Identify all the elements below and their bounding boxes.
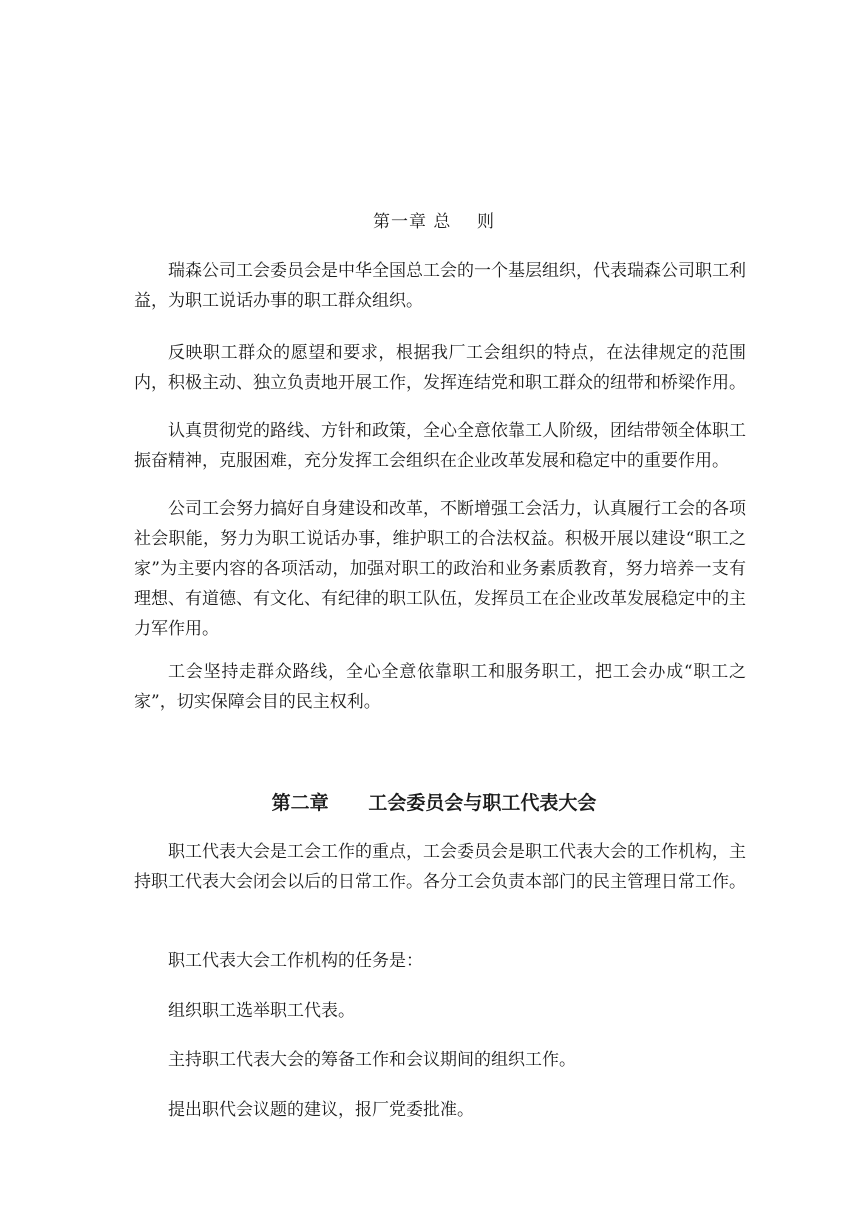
chapter-2-item-4: 提出职代会议题的建议，报厂党委批准。 xyxy=(168,1100,474,1120)
chapter-2-item-3: 主持职工代表大会的筹备工作和会议期间的组织工作。 xyxy=(168,1050,576,1070)
chapter-1-paragraph-5: 工会坚持走群众路线，全心全意依靠职工和服务职工，把工会办成“职工之家”，切实保障会目的民主权利。 xyxy=(134,662,746,712)
chapter-1-paragraph-2: 反映职工群众的愿望和要求，根据我厂工会组织的特点，在法律规定的范围内，积极主动、独立负责地开展工作，发挥连结党和职工群众的纽带和桥梁作用。 xyxy=(134,343,746,393)
chapter-1-paragraph-4: 公司工会努力搞好自身建设和改革，不断增强工会活力，认真履行工会的各项社会职能，努力为职工说话办事，维护职工的合法权益。积极开展以建设“职工之家”为主要内容的各项活动，加强对职工的政治和业务素质教育，努力培养一支有理想、有道德、有文化、有纪律的职工队伍，发挥员工在企业改革发展稳定中的主力军作用。 xyxy=(134,499,746,639)
chapter-1-paragraph-1: 瑞森公司工会委员会是中华全国总工会的一个基层组织，代表瑞森公司职工利益，为职工说话办事的职工群众组织。 xyxy=(134,261,746,311)
chapter-2-paragraph-1: 职工代表大会是工会工作的重点，工会委员会是职工代表大会的工作机构，主持职工代表大会闭会以后的日常工作。各分工会负责本部门的民主管理日常工作。 xyxy=(134,842,746,892)
chapter-1-paragraph-3: 认真贯彻党的路线、方针和政策，全心全意依靠工人阶级，团结带领全体职工振奋精神，克服困难，充分发挥工会组织在企业改革发展和稳定中的重要作用。 xyxy=(134,421,746,471)
chapter-1-heading: 第一章 总 则 xyxy=(372,212,496,232)
chapter-2-heading: 第二章 工会委员会与职工代表大会 xyxy=(271,792,597,814)
chapter-2-item-2: 组织职工选举职工代表。 xyxy=(168,1001,355,1021)
chapter-2-item-1: 职工代表大会工作机构的任务是： xyxy=(168,951,423,971)
